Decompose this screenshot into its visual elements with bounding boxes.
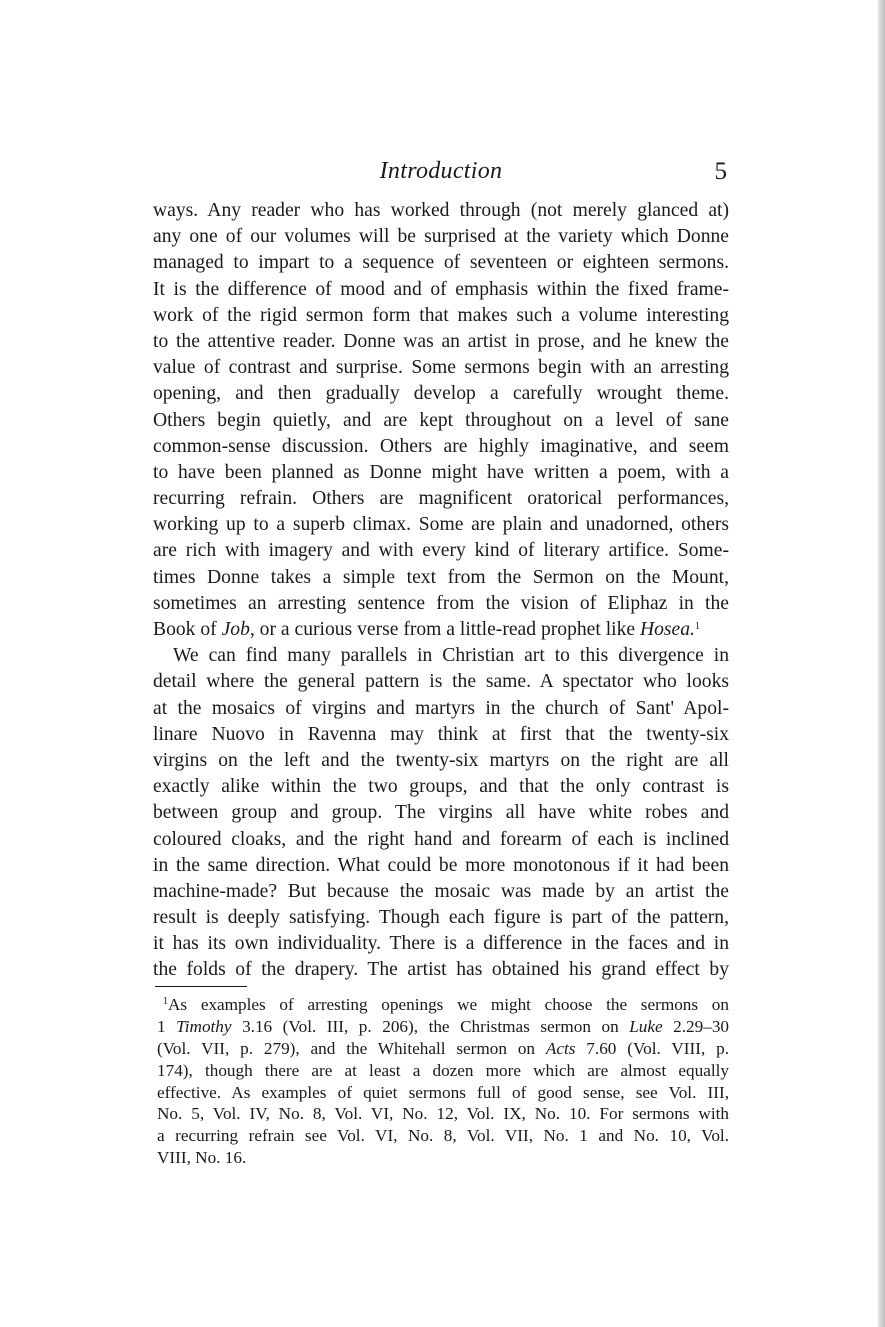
footnote-rule	[155, 986, 247, 987]
footnote-line-end: VIII, No. 16.	[157, 1148, 247, 1168]
text-line: machine-made? But because the mosaic was made by an artist the	[153, 880, 729, 902]
text-line-paragraph-start: We can find many parallels in Christian art to this divergence in	[173, 645, 729, 667]
footnote	[157, 994, 729, 1169]
text-segment: 7.60 (Vol. VIII, p.	[575, 1038, 729, 1058]
text-line: result is deeply satisfying. Though each figure is part of the pattern,	[153, 907, 729, 929]
italic-title-job: Job,	[221, 619, 255, 640]
footnote-line	[157, 1038, 729, 1060]
text-line: recurring refrain. Others are magnificent oratorical performances,	[153, 488, 729, 510]
running-head	[153, 158, 729, 192]
text-line: at the mosaics of virgins and martyrs in the church of Sant' Apol-	[153, 697, 729, 719]
text-line: times Donne takes a simple text from the Sermon on the Mount,	[153, 566, 729, 588]
footnote-marker: 1	[163, 996, 168, 1007]
text-line: working up to a superb climax. Some are plain and unadorned, others	[153, 514, 729, 536]
text-segment: or a curious verse from a little-read prophet like	[254, 619, 640, 640]
text-line: the folds of the drapery. The artist has obtained his grand effect by	[153, 959, 729, 981]
text-line: it has its own individuality. There is a difference in the faces and in	[153, 933, 729, 955]
text-line: to the attentive reader. Donne was an artist in prose, and he knew the	[153, 330, 729, 352]
text-line: any one of our volumes will be surprised at the variety which Donne	[153, 226, 729, 248]
text-line: Others begin quietly, and are kept throughout on a level of sane	[153, 409, 729, 431]
text-segment: As examples of arresting openings we might choose the sermons on	[168, 995, 729, 1014]
running-title: Introduction	[379, 158, 503, 184]
body-text	[153, 198, 729, 984]
page-edge-shadow	[878, 0, 885, 1327]
footnote-reference[interactable]: 1	[694, 621, 700, 632]
text-line: between group and group. The virgins all have white robes and	[153, 802, 729, 824]
footnote-line: No. 5, Vol. IV, No. 8, Vol. VI, No. 12, Vol. IX, No. 10. For sermons with	[157, 1104, 729, 1124]
text-line-paragraph-end	[153, 617, 729, 643]
footnote-line: a recurring refrain see Vol. VI, No. 8, Vol. VII, No. 1 and No. 10, Vol.	[157, 1126, 729, 1146]
text-segment: 1	[157, 1016, 177, 1036]
italic-title-hosea: Hosea.	[639, 619, 695, 640]
text-segment: Book of	[153, 619, 222, 640]
italic-book-luke: Luke	[629, 1016, 663, 1036]
text-line: sometimes an arresting sentence from the vision of Eliphaz in the	[153, 592, 729, 614]
italic-book-acts: Acts	[545, 1038, 576, 1058]
text-line: ways. Any reader who has worked through (not merely glanced at)	[153, 200, 729, 221]
text-line: detail where the general pattern is the same. A spectator who looks	[153, 671, 729, 693]
text-line: It is the difference of mood and of emphasis within the fixed frame-	[153, 278, 729, 300]
italic-book-timothy: Timothy	[176, 1016, 232, 1036]
footnote-line: effective. As examples of quiet sermons full of good sense, see Vol. III,	[157, 1082, 729, 1102]
text-line: value of contrast and surprise. Some sermons begin with an arresting	[153, 357, 729, 379]
footnote-line: 174), though there are at least a dozen more which are almost equally	[157, 1060, 729, 1080]
text-segment: 2.29–30	[662, 1016, 730, 1036]
text-line: in the same direction. What could be more monotonous if it had been	[153, 854, 729, 876]
text-line: coloured cloaks, and the right hand and forearm of each is inclined	[153, 828, 729, 850]
text-line: exactly alike within the two groups, and that the only contrast is	[153, 776, 729, 798]
text-segment: (Vol. VII, p. 279), and the Whitehall sermon on	[157, 1038, 546, 1058]
text-line: managed to impart to a sequence of seventeen or eighteen sermons.	[153, 252, 729, 274]
text-line: linare Nuovo in Ravenna may think at first that the twenty-six	[153, 723, 729, 745]
text-segment: 3.16 (Vol. III, p. 206), the Christmas sermon on	[231, 1016, 630, 1036]
text-line: common-sense discussion. Others are highly imaginative, and seem	[153, 435, 729, 457]
text-line: virgins on the left and the twenty-six martyrs on the right are all	[153, 749, 729, 771]
text-line: opening, and then gradually develop a carefully wrought theme.	[153, 383, 729, 405]
text-line: to have been planned as Donne might have written a poem, with a	[153, 461, 729, 483]
page-number: 5	[714, 158, 727, 185]
footnote-line	[157, 1016, 729, 1038]
text-line: work of the rigid sermon form that makes such a volume interesting	[153, 304, 729, 326]
text-line: are rich with imagery and with every kind of literary artifice. Some-	[153, 540, 729, 562]
footnote-line	[157, 994, 729, 1016]
